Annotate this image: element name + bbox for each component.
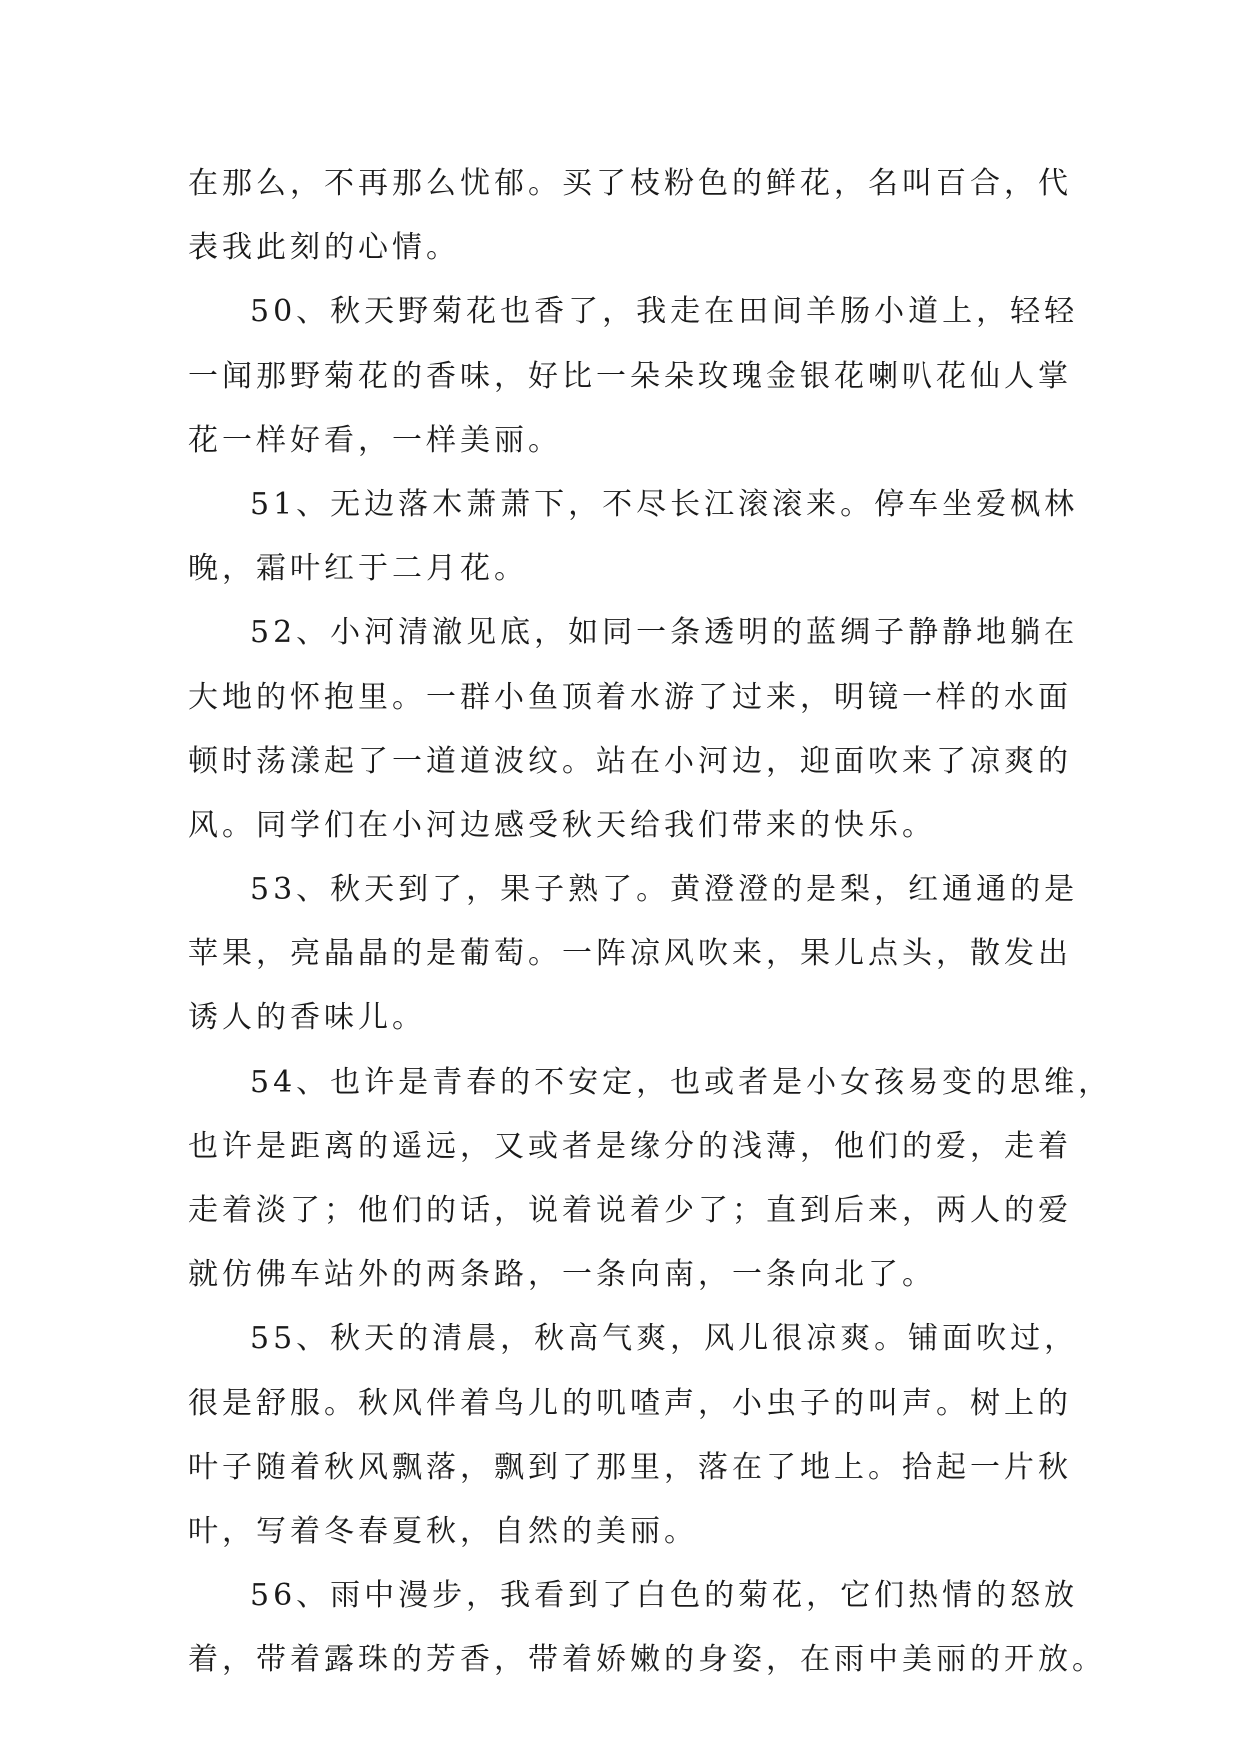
paragraph-line: 52、小河清澈见底，如同一条透明的蓝绸子静静地躺在 [250,615,1079,651]
paragraph-line: 花一样好看，一样美丽。 [188,422,562,458]
paragraph-line: 在那么，不再那么忧郁。买了枝粉色的鲜花，名叫百合，代 [188,166,1072,201]
paragraph-line: 56、雨中漫步，我看到了白色的菊花，它们热情的怒放 [250,1578,1079,1614]
paragraph-56 [188,1564,1106,1692]
paragraph-line: 50、秋天野菊花也香了，我走在田间羊肠小道上，轻轻 [250,294,1079,330]
paragraph-51 [188,473,1079,601]
paragraph-52 [188,601,1079,858]
paragraph-line: 55、秋天的清晨，秋高气爽，风儿很凉爽。铺面吹过， [250,1321,1079,1357]
paragraph-line: 51、无边落木萧萧下，不尽长江滚滚来。停车坐爱枫林 [250,486,1079,522]
paragraph-line: 着，带着露珠的芳香，带着娇嫩的身姿，在雨中美丽的开放。 [188,1642,1106,1678]
paragraph-line: 大地的怀抱里。一群小鱼顶着水游了过来，明镜一样的水面 [188,679,1072,715]
paragraph-50 [188,280,1079,473]
paragraph-line: 就仿佛车站外的两条路，一条向南，一条向北了。 [188,1257,936,1293]
paragraph-line: 一闻那野菊花的香味，好比一朵朵玫瑰金银花喇叭花仙人掌 [188,358,1072,394]
paragraph-line: 很是舒服。秋风伴着鸟儿的叽喳声，小虫子的叫声。树上的 [188,1385,1072,1421]
paragraph-53 [188,858,1079,1051]
paragraph-line: 诱人的香味儿。 [188,1000,426,1036]
paragraph-line: 54、也许是青春的不安定，也或者是小女孩易变的思维， [250,1064,1113,1100]
paragraph-line: 表我此刻的心情。 [188,230,460,266]
document-body [188,152,1113,1693]
paragraph-line: 叶，写着冬春夏秋，自然的美丽。 [188,1513,698,1549]
paragraph-54 [188,1051,1113,1308]
paragraph-line: 53、秋天到了，果子熟了。黄澄澄的是梨，红通通的是 [250,872,1079,908]
paragraph-continued [188,152,1072,280]
paragraph-line: 走着淡了；他们的话，说着说着少了；直到后来，两人的爱 [188,1193,1072,1228]
paragraph-line: 叶子随着秋风飘落，飘到了那里，落在了地上。拾起一片秋 [188,1449,1072,1485]
paragraph-55 [188,1307,1079,1564]
paragraph-line: 晚，霜叶红于二月花。 [188,551,528,587]
paragraph-line: 顿时荡漾起了一道道波纹。站在小河边，迎面吹来了凉爽的 [188,743,1072,779]
paragraph-line: 苹果，亮晶晶的是葡萄。一阵凉风吹来，果儿点头，散发出 [188,936,1072,972]
paragraph-line: 也许是距离的遥远，又或者是缘分的浅薄，他们的爱，走着 [188,1128,1072,1164]
paragraph-line: 风。同学们在小河边感受秋天给我们带来的快乐。 [188,807,936,843]
